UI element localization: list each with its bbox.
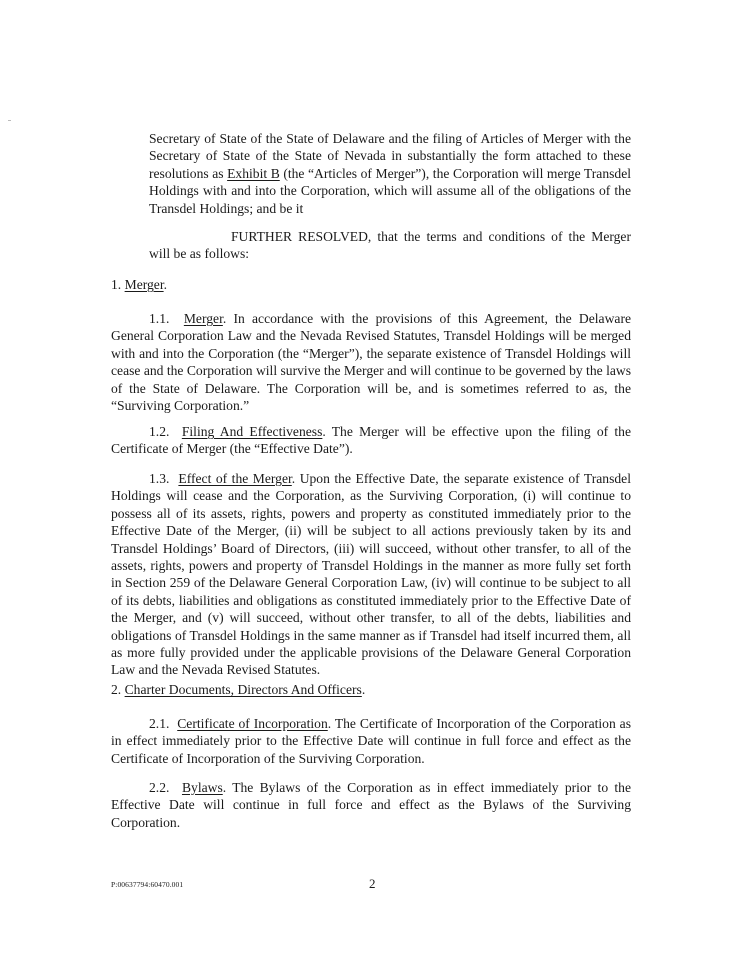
paragraph-number: 1.3. — [149, 471, 170, 486]
paragraph-body: . The Merger will be effective upon the filing of the Certificate of Merger (the “Effective Date”). — [111, 424, 631, 457]
paragraph-body: . In accordance with the provisions of this Agreement, the Delaware General Corporation Law and the Nevada Revised Statutes, Transdel Holdings will be merged with and into the Corporation (the “Merger”), the separate existence of Transdel Holdings will cease and the Corporation will survive the Merger and will continue to be governed by the laws of the State of Delaware. The Corporation will be, and is sometimes referred to as, the “Surviving Corporation.” — [111, 311, 632, 414]
paragraph-title: Bylaws — [181, 780, 223, 795]
page-number: 2 — [369, 876, 376, 891]
further-resolved-text: FURTHER RESOLVED, that the terms and conditions of the Merger will be as follows: — [149, 229, 631, 262]
scan-edge-mark — [8, 120, 11, 121]
intro-paragraph — [149, 130, 631, 217]
paragraph-1-1 — [111, 310, 631, 414]
paragraph-1-3 — [111, 470, 631, 679]
paragraph-number: 2.1. — [149, 716, 170, 731]
section-period: . — [163, 277, 168, 292]
intro-prefix: Secretary of State of the State of Delaware and the filing of Articles of Merger with the Secretary of State of the State of Nevada in substantially the form attached to these resolutions as — [149, 131, 631, 181]
paragraph-number: 1.1. — [149, 311, 170, 326]
paragraph-body: . The Bylaws of the Corporation as in effect immediately prior to the Effective Date will continue in full force and effect as the Bylaws of the Surviving Corporation. — [111, 780, 632, 830]
section-title: Charter Documents, Directors And Officers — [124, 682, 362, 697]
paragraph-body: . The Certificate of Incorporation of the Corporation as in effect immediately prior to the Effective Date will continue in full force and effect as the Certificate of Incorporation of the Surviving Corporation. — [111, 716, 632, 766]
paragraph-title: Filing And Effectiveness — [181, 424, 323, 439]
section-title: Merger — [124, 277, 164, 292]
paragraph-title: Effect of the Merger — [178, 471, 292, 486]
paragraph-2-1 — [111, 715, 631, 767]
further-resolved-paragraph — [149, 228, 631, 263]
paragraph-1-2 — [111, 423, 631, 458]
paragraph-body: . Upon the Effective Date, the separate existence of Transdel Holdings will cease and the Corporation, as the Surviving Corporation, (i) will continue to possess all of its assets, rights, powers and property as constituted immediately prior to the Effective Date of the Merger, (ii) will be subject to all actions previously taken by its and Transdel Holdings’ Board of Directors, (iii) will succeed, without other transfer, to all of the assets, rights, powers and property of Transdel Holdings in the manner as more fully set forth in Section 259 of the Delaware General Corporation Law, (iv) will continue to be subject to all of its debts, liabilities and obligations as constituted immediately prior to the Effective Date of the Merger, and (v) will succeed, without other transfer, to all of the debts, liabilities and obligations of Transdel Holdings in the same manner as if Transdel had itself incurred them, all as more fully provided under the applicable provisions of the Delaware General Corporation Law and the Nevada Revised Statutes. — [111, 471, 631, 678]
paragraph-title: Certificate of Incorporation — [177, 716, 328, 731]
intro-suffix: (the “Articles of Merger”), the Corporation will merge Transdel Holdings with and into the Corporation, which will assume all of the obligations of the Transdel Holdings; and be it — [149, 165, 632, 216]
paragraph-number: 2.2. — [149, 780, 170, 795]
section-number: 2. — [111, 682, 122, 697]
section-1-heading — [111, 276, 411, 293]
paragraph-title: Merger — [183, 311, 223, 326]
paragraph-2-2 — [111, 779, 631, 831]
paragraph-number: 1.2. — [149, 424, 170, 439]
section-number: 1. — [111, 277, 122, 292]
section-period: . — [361, 682, 366, 697]
section-2-heading — [111, 681, 511, 698]
document-id: P:00637794:60470.001 — [111, 880, 184, 889]
exhibit-reference: Exhibit B — [227, 165, 280, 181]
